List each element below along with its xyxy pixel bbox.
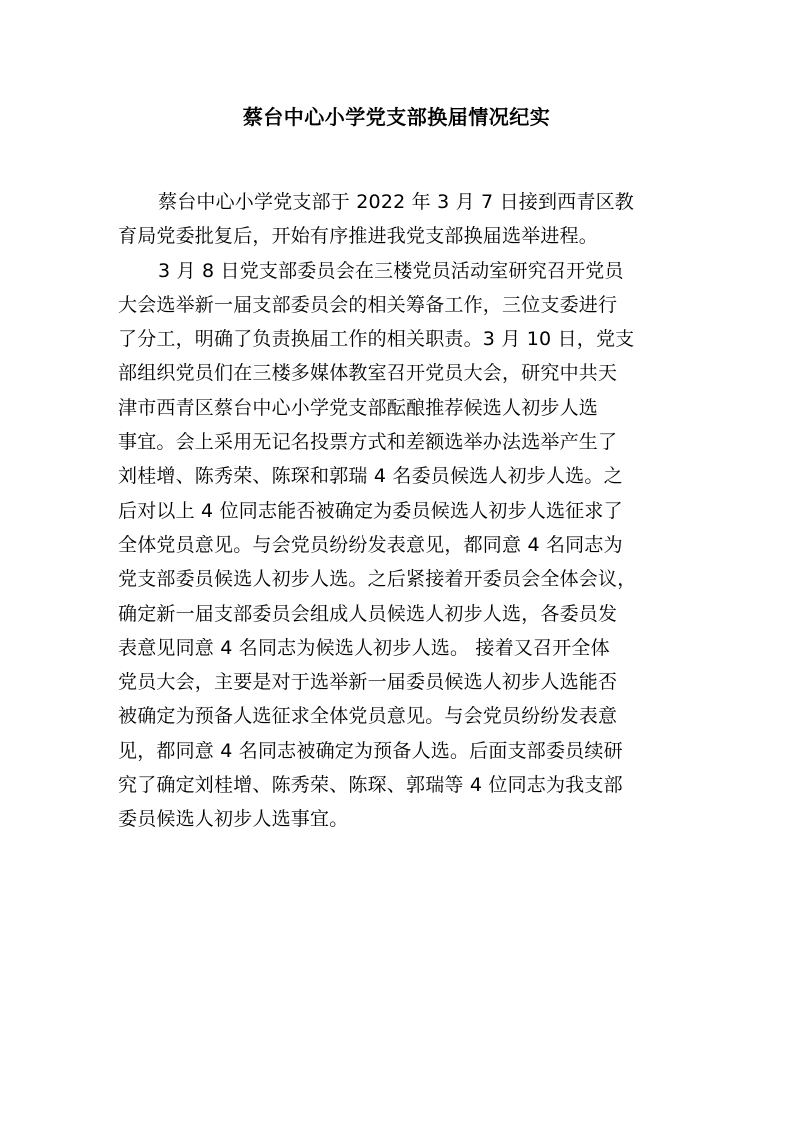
paragraph-line: 部组织党员们在三楼多媒体教室召开党员大会，研究中共天 — [118, 362, 618, 385]
document-title: 蔡台中心小学党支部换届情况纪实 — [242, 105, 551, 129]
paragraph-line: 确定新一届支部委员会组成人员候选人初步人选，各委员发 — [118, 602, 618, 625]
paragraph-line: 究了确定刘桂增、陈秀荣、陈琛、郭瑞等 4 位同志为我支部 — [118, 774, 623, 797]
paragraph-line: 见，都同意 4 名同志被确定为预备人选。后面支部委员续研 — [118, 739, 623, 762]
paragraph-line: 津市西青区蔡台中心小学党支部酝酿推荐候选人初步人选 — [118, 396, 599, 419]
paragraph-line: 党员大会，主要是对于选举新一届委员候选人初步人选能否 — [118, 671, 618, 694]
paragraph-line: 了分工，明确了负责换届工作的相关职责。3 月 10 日，党支 — [118, 328, 635, 351]
paragraph-line: 大会选举新一届支部委员会的相关筹备工作，三位支委进行 — [118, 293, 618, 316]
paragraph-line: 事宜。会上采用无记名投票方式和差额选举办法选举产生了 — [118, 431, 618, 454]
paragraph-line: 全体党员意见。与会党员纷纷发表意见，都同意 4 名同志为 — [118, 533, 623, 556]
paragraph-line: 育局党委批复后，开始有序推进我党支部换届选举进程。 — [118, 225, 599, 248]
paragraph-line: 后对以上 4 位同志能否被确定为委员候选人初步人选征求了 — [118, 499, 623, 522]
paragraph-line: 党支部委员候选人初步人选。之后紧接着开委员会全体会议， — [118, 568, 637, 591]
paragraph-line: 被确定为预备人选征求全体党员意见。与会党员纷纷发表意 — [118, 705, 618, 728]
paragraph-line: 刘桂增、陈秀荣、陈琛和郭瑞 4 名委员候选人初步人选。之 — [118, 465, 623, 488]
paragraph-2 — [118, 254, 688, 837]
paragraph-line: 蔡台中心小学党支部于 2022 年 3 月 7 日接到西青区教 — [158, 191, 634, 213]
paragraph-line: 委员候选人初步人选事宜。 — [118, 808, 349, 831]
paragraph-1 — [118, 185, 688, 254]
document-body — [118, 185, 688, 837]
paragraph-line: 3 月 8 日党支部委员会在三楼党员活动室研究召开党员 — [158, 259, 624, 282]
paragraph-line: 表意见同意 4 名同志为候选人初步人选。 接着又召开全体 — [118, 636, 610, 659]
